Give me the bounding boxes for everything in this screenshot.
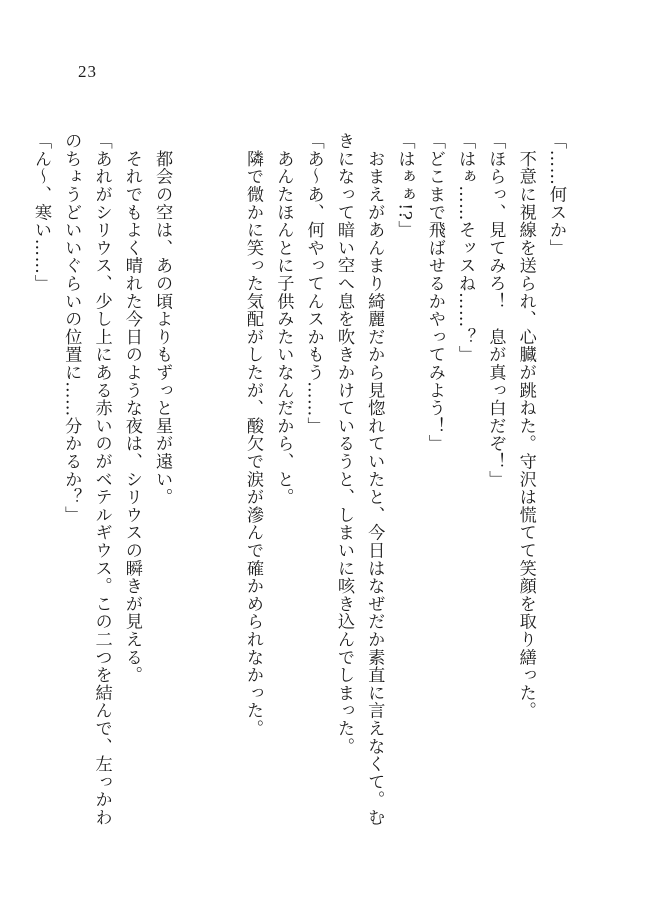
vertical-text-body bbox=[26, 132, 571, 842]
text-line: それでもよく晴れた今日のような夜は、シリウスの瞬きが見える。 bbox=[121, 132, 142, 684]
text-line: 「あ〜あ、何やってんスかもう……」 bbox=[303, 132, 324, 435]
page-number: 23 bbox=[78, 62, 97, 81]
text-line: 「はぁ……そッスね……？」 bbox=[455, 132, 476, 364]
text-line: 「はぁぁ!?」 bbox=[394, 132, 415, 239]
blank-line bbox=[207, 132, 237, 842]
text-line: のちょうどいいぐらいの位置に……分かるか？」 bbox=[61, 132, 82, 524]
text-line: 「あれがシリウス、少し上にある赤いのがベテルギウス。この二つを結んで、左っかわ bbox=[91, 132, 112, 827]
text-line: 「ほらっ、見てみろ！ 息が真っ白だぞ！」 bbox=[485, 132, 506, 488]
text-line: 「ん〜、寒い……」 bbox=[30, 132, 51, 293]
blank-line bbox=[177, 132, 207, 842]
text-line: おまえがあんまり綺麗だから見惚れていたと、今日はなぜだか素直に言えなくて。む bbox=[364, 132, 385, 827]
text-line: 隣で微かに笑った気配がしたが、酸欠で涙が滲んで確かめられなかった。 bbox=[243, 132, 264, 738]
text-line: 「……何スか」 bbox=[546, 132, 566, 257]
text-line: 不意に視線を送られ、心臓が跳ねた。守沢は慌てて笑顔を取り繕った。 bbox=[515, 132, 536, 720]
text-line: きになって暗い空へ息を吹きかけているうと、しまいに咳き込んでしまった。 bbox=[333, 132, 354, 755]
text-line: 都会の空は、あの頃よりもずっと星が遠い。 bbox=[152, 132, 173, 506]
text-line: あんたほんとに子供みたいなんだから、と。 bbox=[273, 132, 294, 506]
text-line: 「どこまで飛ばせるかやってみよう！」 bbox=[424, 132, 445, 453]
